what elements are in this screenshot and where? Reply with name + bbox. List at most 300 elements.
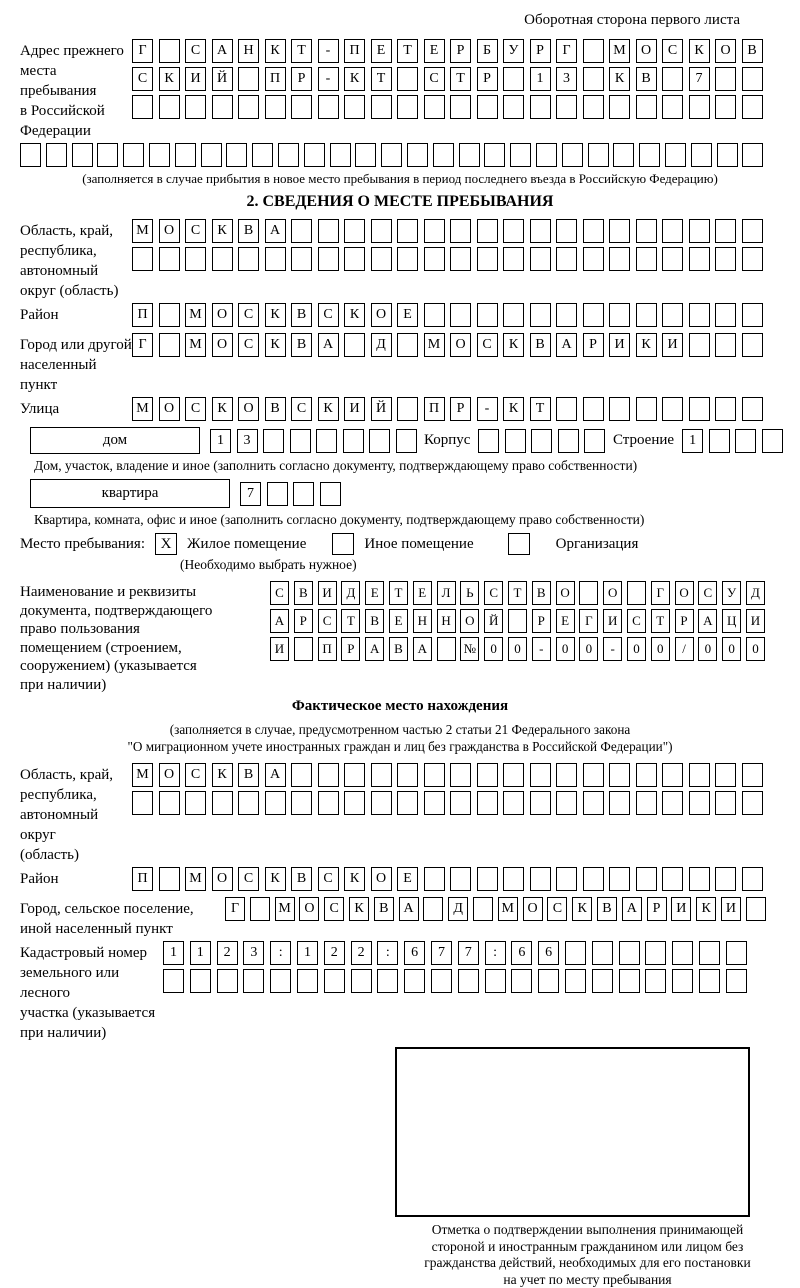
- form-cell[interactable]: [636, 397, 657, 421]
- form-cell[interactable]: [371, 95, 392, 119]
- form-cell[interactable]: И: [318, 581, 337, 605]
- form-cell[interactable]: [433, 143, 454, 167]
- form-cell[interactable]: [424, 763, 445, 787]
- form-cell[interactable]: В: [374, 897, 394, 921]
- form-cell[interactable]: [636, 247, 657, 271]
- form-cell[interactable]: Й: [212, 67, 233, 91]
- form-cell[interactable]: [583, 95, 604, 119]
- form-cell[interactable]: [636, 219, 657, 243]
- form-cell[interactable]: [665, 143, 686, 167]
- form-cell[interactable]: [530, 219, 551, 243]
- form-cell[interactable]: 2: [217, 941, 238, 965]
- form-cell[interactable]: 0: [484, 637, 503, 661]
- form-cell[interactable]: Н: [238, 39, 259, 63]
- form-cell[interactable]: И: [609, 333, 630, 357]
- form-cell[interactable]: [132, 95, 153, 119]
- form-cell[interactable]: 2: [324, 941, 345, 965]
- form-cell[interactable]: Т: [397, 39, 418, 63]
- form-cell[interactable]: [477, 95, 498, 119]
- form-cell[interactable]: 6: [538, 941, 559, 965]
- form-cell[interactable]: [478, 429, 499, 453]
- form-cell[interactable]: У: [722, 581, 741, 605]
- form-cell[interactable]: В: [238, 763, 259, 787]
- form-cell[interactable]: С: [318, 609, 337, 633]
- form-cell[interactable]: [294, 637, 313, 661]
- form-cell[interactable]: [450, 791, 471, 815]
- form-cell[interactable]: 6: [404, 941, 425, 965]
- form-cell[interactable]: [742, 763, 763, 787]
- form-cell[interactable]: А: [413, 637, 432, 661]
- form-cell[interactable]: М: [498, 897, 518, 921]
- form-cell[interactable]: Д: [341, 581, 360, 605]
- form-cell[interactable]: О: [212, 333, 233, 357]
- form-cell[interactable]: Г: [225, 897, 245, 921]
- form-cell[interactable]: [645, 969, 666, 993]
- form-cell[interactable]: К: [503, 333, 524, 357]
- form-cell[interactable]: [185, 247, 206, 271]
- form-cell[interactable]: [639, 143, 660, 167]
- form-cell[interactable]: А: [270, 609, 289, 633]
- form-cell[interactable]: [592, 941, 613, 965]
- form-cell[interactable]: 0: [556, 637, 575, 661]
- form-cell[interactable]: Р: [450, 397, 471, 421]
- form-cell[interactable]: О: [159, 397, 180, 421]
- form-cell[interactable]: 7: [458, 941, 479, 965]
- form-cell[interactable]: Р: [532, 609, 551, 633]
- form-cell[interactable]: [735, 429, 756, 453]
- form-cell[interactable]: [583, 39, 604, 63]
- form-cell[interactable]: [662, 791, 683, 815]
- form-cell[interactable]: П: [265, 67, 286, 91]
- form-cell[interactable]: [355, 143, 376, 167]
- form-cell[interactable]: [458, 969, 479, 993]
- form-cell[interactable]: [609, 791, 630, 815]
- form-cell[interactable]: [20, 143, 41, 167]
- form-cell[interactable]: Н: [437, 609, 456, 633]
- form-cell[interactable]: [278, 143, 299, 167]
- form-cell[interactable]: [742, 303, 763, 327]
- form-cell[interactable]: [238, 67, 259, 91]
- form-cell[interactable]: О: [159, 219, 180, 243]
- form-cell[interactable]: [699, 969, 720, 993]
- form-cell[interactable]: [556, 791, 577, 815]
- form-cell[interactable]: Р: [583, 333, 604, 357]
- form-cell[interactable]: [726, 941, 747, 965]
- form-cell[interactable]: К: [265, 867, 286, 891]
- form-cell[interactable]: [530, 303, 551, 327]
- form-cell[interactable]: К: [318, 397, 339, 421]
- form-cell[interactable]: [609, 95, 630, 119]
- form-cell[interactable]: [450, 247, 471, 271]
- form-cell[interactable]: [709, 429, 730, 453]
- form-cell[interactable]: -: [318, 67, 339, 91]
- form-cell[interactable]: 1: [210, 429, 231, 453]
- form-cell[interactable]: 6: [511, 941, 532, 965]
- form-cell[interactable]: [217, 969, 238, 993]
- form-cell[interactable]: [613, 143, 634, 167]
- form-cell[interactable]: [318, 763, 339, 787]
- form-cell[interactable]: [742, 333, 763, 357]
- form-cell[interactable]: [556, 247, 577, 271]
- form-cell[interactable]: Т: [291, 39, 312, 63]
- form-cell[interactable]: [510, 143, 531, 167]
- form-cell[interactable]: [318, 219, 339, 243]
- form-cell[interactable]: И: [344, 397, 365, 421]
- form-cell[interactable]: Б: [477, 39, 498, 63]
- form-cell[interactable]: П: [132, 867, 153, 891]
- form-cell[interactable]: И: [746, 609, 765, 633]
- form-cell[interactable]: В: [265, 397, 286, 421]
- form-cell[interactable]: [536, 143, 557, 167]
- form-cell[interactable]: [645, 941, 666, 965]
- checkbox-other-premises[interactable]: [332, 533, 354, 555]
- form-cell[interactable]: [424, 247, 445, 271]
- form-cell[interactable]: [609, 397, 630, 421]
- form-cell[interactable]: [291, 95, 312, 119]
- form-cell[interactable]: Й: [371, 397, 392, 421]
- form-cell[interactable]: [742, 219, 763, 243]
- form-cell[interactable]: [619, 941, 640, 965]
- form-cell[interactable]: [511, 969, 532, 993]
- form-cell[interactable]: [397, 247, 418, 271]
- form-cell[interactable]: [636, 867, 657, 891]
- form-cell[interactable]: И: [185, 67, 206, 91]
- form-cell[interactable]: [691, 143, 712, 167]
- form-cell[interactable]: О: [450, 333, 471, 357]
- form-cell[interactable]: К: [572, 897, 592, 921]
- form-cell[interactable]: С: [185, 397, 206, 421]
- form-cell[interactable]: [450, 303, 471, 327]
- form-cell[interactable]: [609, 867, 630, 891]
- form-cell[interactable]: А: [365, 637, 384, 661]
- form-cell[interactable]: С: [238, 303, 259, 327]
- form-cell[interactable]: [588, 143, 609, 167]
- form-cell[interactable]: 0: [627, 637, 646, 661]
- form-cell[interactable]: [377, 969, 398, 993]
- form-cell[interactable]: О: [715, 39, 736, 63]
- form-cell[interactable]: Г: [132, 333, 153, 357]
- form-cell[interactable]: [397, 791, 418, 815]
- form-cell[interactable]: С: [324, 897, 344, 921]
- form-cell[interactable]: [726, 969, 747, 993]
- form-cell[interactable]: [324, 969, 345, 993]
- form-cell[interactable]: [485, 969, 506, 993]
- form-cell[interactable]: [431, 969, 452, 993]
- form-cell[interactable]: [609, 763, 630, 787]
- form-cell[interactable]: [185, 95, 206, 119]
- form-cell[interactable]: Р: [647, 897, 667, 921]
- form-cell[interactable]: Р: [450, 39, 471, 63]
- form-cell[interactable]: [715, 219, 736, 243]
- form-cell[interactable]: [538, 969, 559, 993]
- form-cell[interactable]: Г: [579, 609, 598, 633]
- form-cell[interactable]: [226, 143, 247, 167]
- form-cell[interactable]: [715, 867, 736, 891]
- form-cell[interactable]: [450, 219, 471, 243]
- form-cell[interactable]: К: [696, 897, 716, 921]
- form-cell[interactable]: [556, 95, 577, 119]
- form-cell[interactable]: [562, 143, 583, 167]
- form-cell[interactable]: П: [344, 39, 365, 63]
- form-cell[interactable]: А: [399, 897, 419, 921]
- form-cell[interactable]: М: [185, 333, 206, 357]
- form-cell[interactable]: [503, 219, 524, 243]
- form-cell[interactable]: А: [265, 763, 286, 787]
- form-cell[interactable]: Е: [389, 609, 408, 633]
- form-cell[interactable]: К: [609, 67, 630, 91]
- form-cell[interactable]: [565, 969, 586, 993]
- form-cell[interactable]: 1: [190, 941, 211, 965]
- form-cell[interactable]: В: [291, 333, 312, 357]
- form-cell[interactable]: Е: [397, 867, 418, 891]
- form-cell[interactable]: [450, 763, 471, 787]
- form-cell[interactable]: [424, 303, 445, 327]
- form-cell[interactable]: К: [349, 897, 369, 921]
- form-cell[interactable]: [619, 969, 640, 993]
- form-cell[interactable]: [609, 219, 630, 243]
- form-cell[interactable]: [715, 95, 736, 119]
- form-cell[interactable]: Ц: [722, 609, 741, 633]
- form-cell[interactable]: [437, 637, 456, 661]
- form-cell[interactable]: [344, 219, 365, 243]
- form-cell[interactable]: [742, 867, 763, 891]
- form-cell[interactable]: [473, 897, 493, 921]
- form-cell[interactable]: [689, 303, 710, 327]
- form-cell[interactable]: [477, 303, 498, 327]
- form-cell[interactable]: С: [698, 581, 717, 605]
- form-cell[interactable]: М: [424, 333, 445, 357]
- form-cell[interactable]: К: [212, 397, 233, 421]
- form-cell[interactable]: К: [344, 67, 365, 91]
- form-cell[interactable]: Р: [291, 67, 312, 91]
- form-cell[interactable]: [715, 791, 736, 815]
- form-cell[interactable]: [265, 247, 286, 271]
- form-cell[interactable]: [583, 867, 604, 891]
- form-cell[interactable]: [583, 303, 604, 327]
- form-cell[interactable]: [584, 429, 605, 453]
- form-cell[interactable]: [662, 67, 683, 91]
- form-cell[interactable]: [583, 247, 604, 271]
- form-cell[interactable]: Е: [556, 609, 575, 633]
- form-cell[interactable]: [503, 67, 524, 91]
- form-cell[interactable]: В: [389, 637, 408, 661]
- form-cell[interactable]: -: [603, 637, 622, 661]
- form-cell[interactable]: [423, 897, 443, 921]
- form-cell[interactable]: В: [597, 897, 617, 921]
- form-cell[interactable]: 7: [431, 941, 452, 965]
- form-cell[interactable]: [123, 143, 144, 167]
- form-cell[interactable]: [503, 867, 524, 891]
- form-cell[interactable]: [530, 791, 551, 815]
- form-cell[interactable]: О: [212, 303, 233, 327]
- form-cell[interactable]: М: [132, 397, 153, 421]
- form-cell[interactable]: Г: [556, 39, 577, 63]
- form-cell[interactable]: К: [344, 867, 365, 891]
- form-cell[interactable]: С: [291, 397, 312, 421]
- form-cell[interactable]: :: [377, 941, 398, 965]
- form-cell[interactable]: [316, 429, 337, 453]
- form-cell[interactable]: 0: [651, 637, 670, 661]
- form-cell[interactable]: [320, 482, 341, 506]
- form-cell[interactable]: [265, 791, 286, 815]
- form-cell[interactable]: [159, 791, 180, 815]
- form-cell[interactable]: Г: [651, 581, 670, 605]
- form-cell[interactable]: [212, 247, 233, 271]
- form-cell[interactable]: 1: [682, 429, 703, 453]
- form-cell[interactable]: [371, 791, 392, 815]
- form-cell[interactable]: Е: [365, 581, 384, 605]
- form-cell[interactable]: [371, 763, 392, 787]
- form-cell[interactable]: [132, 247, 153, 271]
- form-cell[interactable]: [662, 247, 683, 271]
- form-cell[interactable]: [175, 143, 196, 167]
- form-cell[interactable]: [424, 219, 445, 243]
- form-cell[interactable]: [149, 143, 170, 167]
- form-cell[interactable]: С: [318, 867, 339, 891]
- form-cell[interactable]: [636, 303, 657, 327]
- form-cell[interactable]: 7: [240, 482, 261, 506]
- form-cell[interactable]: [477, 791, 498, 815]
- form-cell[interactable]: [689, 219, 710, 243]
- form-cell[interactable]: [484, 143, 505, 167]
- form-cell[interactable]: [238, 95, 259, 119]
- form-cell[interactable]: [159, 39, 180, 63]
- form-cell[interactable]: [185, 791, 206, 815]
- form-cell[interactable]: Р: [675, 609, 694, 633]
- form-cell[interactable]: [662, 397, 683, 421]
- form-cell[interactable]: [530, 95, 551, 119]
- form-cell[interactable]: С: [185, 219, 206, 243]
- form-cell[interactable]: [159, 303, 180, 327]
- form-cell[interactable]: К: [503, 397, 524, 421]
- form-cell[interactable]: [503, 95, 524, 119]
- form-cell[interactable]: [742, 67, 763, 91]
- form-cell[interactable]: [72, 143, 93, 167]
- form-cell[interactable]: [344, 95, 365, 119]
- form-cell[interactable]: Т: [450, 67, 471, 91]
- form-cell[interactable]: Т: [530, 397, 551, 421]
- form-cell[interactable]: [556, 763, 577, 787]
- form-cell[interactable]: Л: [437, 581, 456, 605]
- form-cell[interactable]: П: [132, 303, 153, 327]
- form-cell[interactable]: [293, 482, 314, 506]
- form-cell[interactable]: [558, 429, 579, 453]
- form-cell[interactable]: В: [291, 867, 312, 891]
- form-cell[interactable]: [609, 247, 630, 271]
- form-cell[interactable]: 3: [237, 429, 258, 453]
- form-cell[interactable]: Р: [341, 637, 360, 661]
- form-cell[interactable]: [508, 609, 527, 633]
- form-cell[interactable]: [371, 247, 392, 271]
- form-cell[interactable]: [381, 143, 402, 167]
- form-cell[interactable]: [715, 397, 736, 421]
- form-cell[interactable]: [609, 303, 630, 327]
- form-cell[interactable]: [662, 763, 683, 787]
- form-cell[interactable]: [344, 247, 365, 271]
- form-cell[interactable]: О: [371, 867, 392, 891]
- form-cell[interactable]: [583, 791, 604, 815]
- form-cell[interactable]: [291, 219, 312, 243]
- form-cell[interactable]: [424, 867, 445, 891]
- form-cell[interactable]: О: [159, 763, 180, 787]
- form-cell[interactable]: [212, 791, 233, 815]
- form-cell[interactable]: С: [238, 333, 259, 357]
- form-cell[interactable]: В: [291, 303, 312, 327]
- form-cell[interactable]: [97, 143, 118, 167]
- form-cell[interactable]: [450, 867, 471, 891]
- form-cell[interactable]: [742, 791, 763, 815]
- form-cell[interactable]: Т: [508, 581, 527, 605]
- form-cell[interactable]: К: [159, 67, 180, 91]
- form-cell[interactable]: 2: [351, 941, 372, 965]
- form-cell[interactable]: [238, 791, 259, 815]
- form-cell[interactable]: [159, 867, 180, 891]
- form-cell[interactable]: 1: [163, 941, 184, 965]
- form-cell[interactable]: [742, 143, 763, 167]
- form-cell[interactable]: О: [238, 397, 259, 421]
- form-cell[interactable]: [689, 397, 710, 421]
- form-cell[interactable]: [505, 429, 526, 453]
- form-cell[interactable]: №: [460, 637, 479, 661]
- form-cell[interactable]: [404, 969, 425, 993]
- form-cell[interactable]: О: [299, 897, 319, 921]
- form-cell[interactable]: [265, 95, 286, 119]
- form-cell[interactable]: О: [523, 897, 543, 921]
- form-cell[interactable]: [689, 333, 710, 357]
- form-cell[interactable]: [369, 429, 390, 453]
- form-cell[interactable]: [250, 897, 270, 921]
- form-cell[interactable]: [746, 897, 766, 921]
- form-cell[interactable]: К: [265, 303, 286, 327]
- form-cell[interactable]: Е: [371, 39, 392, 63]
- form-cell[interactable]: [263, 429, 284, 453]
- form-cell[interactable]: [159, 333, 180, 357]
- form-cell[interactable]: [556, 867, 577, 891]
- form-cell[interactable]: С: [477, 333, 498, 357]
- form-cell[interactable]: [252, 143, 273, 167]
- form-cell[interactable]: [742, 247, 763, 271]
- form-cell[interactable]: О: [603, 581, 622, 605]
- form-cell[interactable]: Е: [413, 581, 432, 605]
- form-cell[interactable]: Т: [371, 67, 392, 91]
- form-cell[interactable]: [344, 763, 365, 787]
- form-cell[interactable]: [344, 333, 365, 357]
- form-cell[interactable]: [397, 333, 418, 357]
- form-cell[interactable]: М: [185, 867, 206, 891]
- form-cell[interactable]: Р: [477, 67, 498, 91]
- form-cell[interactable]: [212, 95, 233, 119]
- form-cell[interactable]: В: [742, 39, 763, 63]
- form-cell[interactable]: :: [270, 941, 291, 965]
- form-cell[interactable]: В: [530, 333, 551, 357]
- form-cell[interactable]: А: [318, 333, 339, 357]
- form-cell[interactable]: Д: [746, 581, 765, 605]
- form-cell[interactable]: [459, 143, 480, 167]
- form-cell[interactable]: Й: [484, 609, 503, 633]
- form-cell[interactable]: [397, 397, 418, 421]
- form-cell[interactable]: К: [212, 763, 233, 787]
- form-cell[interactable]: [371, 219, 392, 243]
- form-cell[interactable]: [689, 247, 710, 271]
- form-cell[interactable]: И: [671, 897, 691, 921]
- form-cell[interactable]: [424, 791, 445, 815]
- form-cell[interactable]: [291, 247, 312, 271]
- form-cell[interactable]: [477, 219, 498, 243]
- form-cell[interactable]: А: [622, 897, 642, 921]
- form-cell[interactable]: [627, 581, 646, 605]
- form-cell[interactable]: [159, 95, 180, 119]
- form-cell[interactable]: [201, 143, 222, 167]
